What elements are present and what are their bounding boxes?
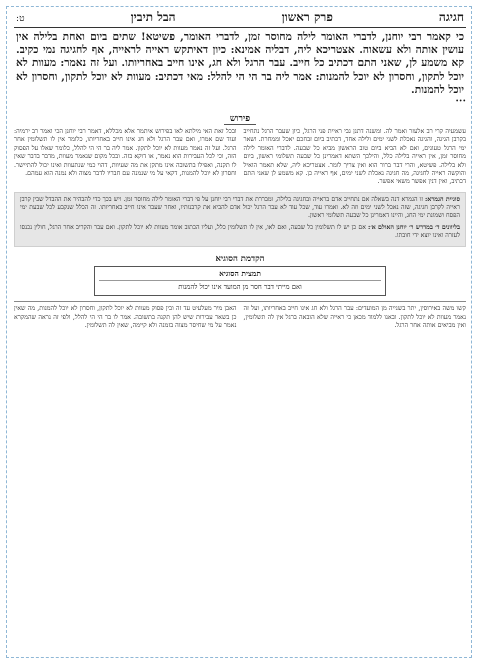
summary-box-body: ואם מייתי דבר חסר מן המועד אינו יכול להמנות [178, 283, 302, 292]
header-tractate: חגיגה [438, 10, 464, 24]
document-page [14, 10, 466, 658]
mishna-end-mark: ••• [455, 98, 466, 106]
shaded-paragraph-2 [20, 224, 460, 241]
commentary-column-right [244, 128, 467, 187]
summary-box [94, 266, 386, 296]
summary-box-title: תמצית הסוגיא [99, 269, 381, 281]
commentary-columns [14, 128, 466, 187]
bottom-right-text: קשו משה באירוסין, יתר בשנייה מן המועדים: עבר הרגל ולא חג אינו חייב באחריותו, ועל זה נאמר מעוות לא יוכל לתקון. ובאנו ללמוד מכאן כי ראייה שלא הובאה ברגל אין לה תשלומין, ואין מביאים אותה אחר הרגל. [243, 305, 466, 330]
commentary-right-text: עשמעיה קרי רב אלעזר ואמר לה. ומשנה דתנן גבי ראיית פני הרגל, כיון שעבר הרגל נתחייב בקרבן הגיגה, והגיגה נאכלת לשני ימים ולילה אחד, דכתיב ביום זבחכם יאכל וממחרת. ושאר ימי הרגל טעונים, ואם לא הביא ביום טוב הראשון מביא כל שבעה. לדברי האומר לילה מחוסר זמן, אין ראייה בלילה כלל, והילכך השתא דאמרינן כל שבעה תשלומי ראשון, ביום ולא בלילה. פשיטא, והרי דבר ברור הוא ואין צריך לומר. אצטריכא ליה, שלא תאמר הואיל והוקשה ראייה לחגיגה, מה חגיגה נאכלת לשני ימים, אף ראייה כן. קא משמע לן שאני התם דכתיב, ואין דנין אפשר משאי אפשר. [243, 128, 466, 186]
header-chapter: פרק ראשון [281, 10, 333, 24]
shaded-paragraph-1 [20, 196, 460, 221]
shaded-note-box [14, 192, 466, 247]
commentary-heading [14, 113, 466, 125]
shaded-body-2: אם כן יש לו תשלומין כל שבעה, ואם לאו, אין לו תשלומין כלל, ועליו הכתוב אומר מעוות לא יוכל לתקון. ואם עבר והקריב אחר הרגל, חולין נכנסו לעזרה ואינו יוצא ידי חובתו. [20, 223, 460, 240]
commentary-heading-label: פירוש [224, 113, 256, 125]
commentary-left-text: ובכל זאת האי מילתא לאו בפירוש איתמר אלא מכללא, דאמר רבי יוחנן הכי ואמר רב ירמיה: ועוד שם אמרו, ואם עבר הרגל ולא חג אינו חייב באחריותו, כלומר אין לו תשלומין אחר הרגל. ועל זה נאמר מעוות לא יוכל לתקון. אמר ליה בר הי הי להלל, כלומר שאלו על הפסוק הזה, וכי לכל העבירות הוא נאמר, או דוקא בזה. ובכל מקום שנאמר מעוות, מדבר בדבר שאין לו תקנה, ואפילו בתשובה אינו מתקן את מה שעיוות, דהוי כמי שנתעוות ואינו יכול להתיישר. וחסרון לא יוכל להמנות, דקאי על מי שנמנה עם חבריו לדבר מצוה ולא נמנה הוא עמהם. [14, 128, 237, 178]
bottom-column-right [244, 305, 467, 330]
bottom-column-left [14, 305, 237, 330]
header-divider [14, 27, 466, 28]
summary-heading: הקדמת הסוגיא [215, 254, 265, 265]
shaded-lead-1: סוגיית הגמרא: [425, 195, 460, 203]
bottom-left-text: האבן מיר מעלעיט עד זה ובין פסוק מעוות לא יוכל לתקון, וחסרון לא יוכל להמנות, מה שאין כן בשאר עבירות שיש להן תקנה בתשובה. אמר לו בר הי הי להלל, ולפי זה נראה שהמקרא נאמר על מי שחיסר מצוה בזמנה ולא קיימה, שאין לה תשלומין. [14, 305, 237, 330]
header-book: הבל תיבין [130, 10, 176, 24]
mishna-text: כי קאמר רבי יוחנן, לדברי האומר לילה מחוסר זמן, לדברי האומר, פשיטא! שתים ביום ואחת בלילה אין עושין אותה ולא עשאוה. אצטריכא ליה, דבליה אמינא: כיון דאיתקש ראייה לראייה, אף לחגיגה נמי כקיב. קא משמע לן, שאני התם דכתיב כל חייב. עבר הרגל ולא חג, אינו חייב באחריותו. ועל זה נאמר: מעוות לא יוכל לתקון, וחסרון לא יוכל להמנות: אמר ליה בר הי הי להלל: מאי דכתיב: מעוות לא יוכל לתקון, וחסרון לא יוכל להמנות. [16, 31, 464, 96]
header-page-number: ט: [16, 14, 25, 24]
bottom-divider [14, 301, 466, 302]
bottom-columns [14, 305, 466, 330]
commentary-column-left [14, 128, 237, 187]
shaded-body-1: זו הגמרא דנה בשאלה אם נתחייב אדם בראייה ובחגיגה בלילה, ומבררת את דברי רבי יוחנן על פי דברי האומר לילה מחוסר זמן. ויש בכך כדי להבהיר את ההבדל שבין קרבן ראייה לקרבן חגיגה, שזה נאכל לשני ימים וזה לא. ואמרו עוד, שכל עוד לא עבר הרגל יכול אדם להביא את קרבנותיו, ואחר שעבר אינו חייב באחריותו. זה הכלל שנקבע לכל שבעת ימי הפסח ושמונת ימי החג, והיינו דאמרינן כל שבעה תשלומי ראשון. [20, 195, 460, 220]
running-head [14, 10, 466, 27]
shaded-lead-2: בליוונים ד׳ במדרש ר׳ יוחנן האולם א׳: [368, 223, 460, 231]
